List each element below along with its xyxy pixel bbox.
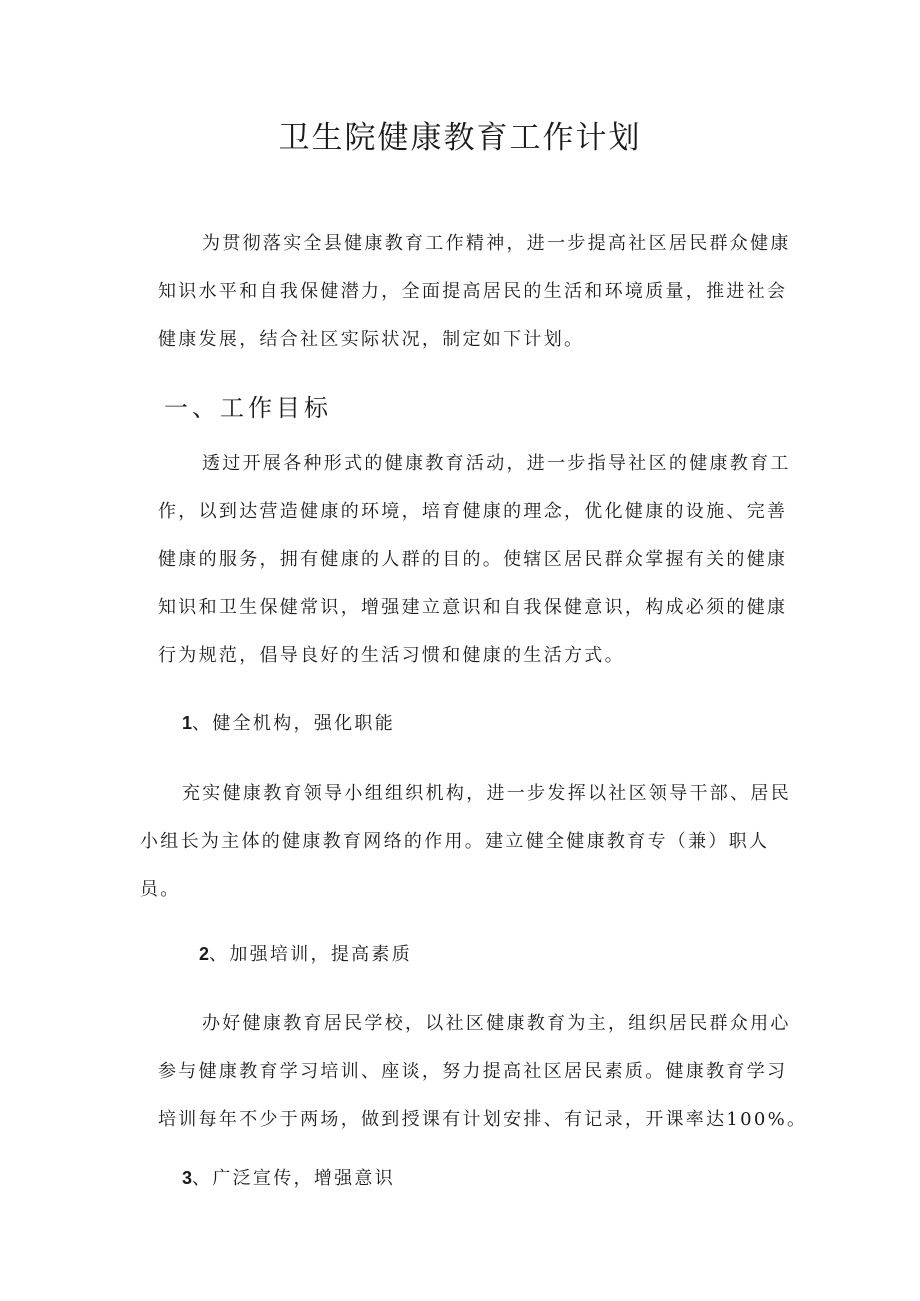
- item-1-line-2: 小组长为主体的健康教育网络的作用。建立健全健康教育专（兼）职人: [140, 831, 770, 852]
- item-1-title: 、健全机构，强化职能: [192, 713, 396, 734]
- item-2-number: 2: [199, 944, 210, 964]
- intro-line-2: 知识水平和自我保健潜力，全面提高居民的生活和环境质量，推进社会: [158, 281, 788, 302]
- item-2-paragraph: [202, 1000, 791, 1048]
- document-title: 卫生院健康教育工作计划: [278, 120, 642, 156]
- intro-line-1: 为贯彻落实全县健康教育工作精神，进一步提高社区居民群众健康: [202, 233, 791, 254]
- intro-paragraph: [202, 220, 791, 268]
- goals-paragraph-cont: [158, 488, 787, 680]
- goals-line-2: 作，以到达营造健康的环境，培育健康的理念，优化健康的设施、完善: [158, 501, 788, 522]
- item-2-line-1: 办好健康教育居民学校，以社区健康教育为主，组织居民群众用心: [202, 1013, 791, 1034]
- intro-paragraph-cont: [158, 268, 787, 364]
- goals-line-1: 透过开展各种形式的健康教育活动，进一步指导社区的健康教育工: [202, 453, 791, 474]
- item-2-heading: [199, 938, 412, 971]
- item-2-title: 、加强培训，提高素质: [209, 944, 413, 965]
- intro-line-3: 健康发展，结合社区实际状况，制定如下计划。: [158, 329, 585, 350]
- item-3-number: 3: [182, 1168, 193, 1188]
- goals-line-3: 健康的服务，拥有健康的人群的目的。使辖区居民群众掌握有关的健康: [158, 549, 788, 570]
- goals-line-5: 行为规范，倡导良好的生活习惯和健康的生活方式。: [158, 645, 625, 666]
- item-1-number: 1: [182, 713, 193, 733]
- goals-line-4: 知识和卫生保健常识，增强建立意识和自我保健意识，构成必须的健康: [158, 597, 788, 618]
- item-3-title: 、广泛宣传，增强意识: [192, 1168, 396, 1189]
- item-1-paragraph: [182, 770, 791, 818]
- item-1-heading: [182, 707, 395, 740]
- item-1-line-1: 充实健康教育领导小组组织机构，进一步发挥以社区领导干部、居民: [182, 783, 791, 804]
- item-2-line-2: 参与健康教育学习培训、座谈，努力提高社区居民素质。健康教育学习: [158, 1061, 788, 1082]
- item-3-heading: [182, 1162, 395, 1195]
- item-1-line-3: 员。: [140, 879, 181, 900]
- item-2-paragraph-cont: [158, 1048, 807, 1144]
- item-2-line-3: 培训每年不少于两场，做到授课有计划安排、有记录，开课率达100%。: [158, 1109, 808, 1130]
- section-heading-goals: 一、工作目标: [164, 394, 332, 422]
- item-1-paragraph-cont: [140, 818, 769, 914]
- goals-paragraph: [202, 440, 791, 488]
